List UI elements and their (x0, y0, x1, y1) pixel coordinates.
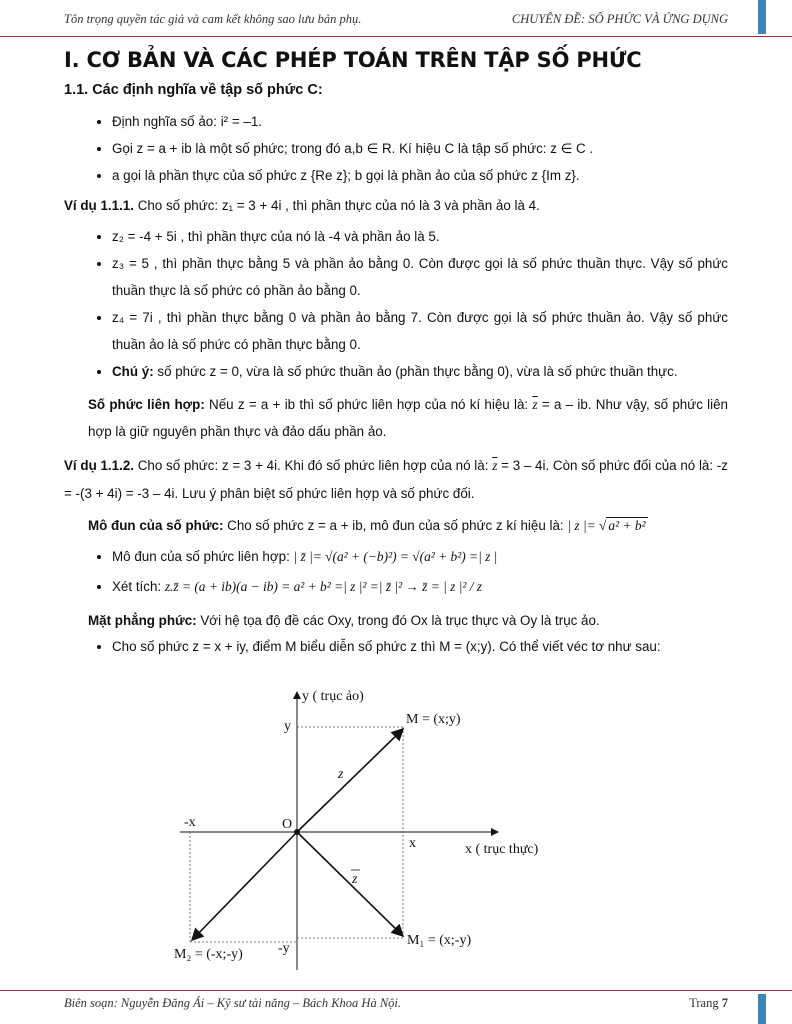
page-number-label: Trang (689, 996, 722, 1010)
header-side-tab (758, 0, 766, 34)
footer-rule (0, 990, 792, 991)
modulus-formula-radicand: a² + b² (608, 518, 646, 533)
vector-neg-z (192, 832, 297, 940)
page-number (689, 996, 728, 1011)
origin-point (294, 829, 300, 835)
footer-author: Biên soạn: Nguyễn Đăng Ái – Kỹ sư tài năng – Bách Khoa Hà Nội. (64, 996, 401, 1010)
neg-x-tick-label: -x (184, 815, 196, 830)
footer-side-tab (758, 994, 766, 1024)
vector-z-label: z (338, 767, 344, 782)
list-item: • z₂ = -4 + 5i , thì phần thực của nó là -4 và phần ảo là 5. (112, 223, 728, 250)
conjugate-paragraph (64, 391, 728, 445)
page-header (64, 12, 728, 32)
example-1-1-1 (64, 195, 728, 216)
modulus-formula-lhs: | z |= (567, 518, 600, 533)
list-item (112, 543, 728, 570)
example-label: Ví dụ 1.1.2. (64, 458, 134, 473)
point-m-label: M = (x;y) (406, 712, 461, 727)
example-text: Cho số phức: z₁ = 3 + 4i , thì phần thực của nó là 3 và phần ảo là 4. (133, 198, 540, 213)
conj-modulus-formula: | z̄ |= √(a² + (−b)²) = √(a² + b²) =| z | (293, 549, 498, 564)
point-m2-label: M₂ = (-x;-y) (174, 947, 243, 962)
modulus-paragraph: Mô đun của số phức: Cho số phức z = a + ib, mô đun của số phức z kí hiệu là: | z |= √ a² + b² (88, 518, 646, 533)
y-axis-label: y ( trục ảo) (302, 689, 364, 704)
modulus-label: Mô đun của số phức: (88, 518, 224, 533)
product-label: Xét tích: (112, 579, 165, 594)
y-tick-label: y (284, 719, 291, 734)
example-text-1: Cho số phức: z = 3 + 4i. Khi đó số phức liên hợp của nó là: (133, 458, 493, 473)
vector-zbar (297, 832, 403, 936)
neg-y-tick-label: -y (278, 941, 290, 956)
header-right-text: CHUYÊN ĐỀ: SỐ PHỨC VÀ ỨNG DỤNG (511, 12, 728, 26)
header-rule (0, 36, 792, 37)
list-item: • a gọi là phần thực của số phức z {Re z}; b gọi là phần ảo của số phức z {Im z}. (112, 162, 728, 189)
note-label: Chú ý: (112, 364, 154, 379)
product-formula: z.z̄ = (a + ib)(a − ib) = a² + b² =| z |² =| z̄ |² → z̄ = | z |² / z (164, 579, 483, 594)
origin-label: O (282, 817, 293, 832)
list-item: • Định nghĩa số ảo: i² = –1. (112, 108, 728, 135)
example-label: Ví dụ 1.1.1. (64, 198, 134, 213)
section-title: I. CƠ BẢN VÀ CÁC PHÉP TOÁN TRÊN TẬP SỐ PHỨC (64, 48, 642, 72)
definition-list (64, 108, 728, 189)
list-item: • Cho số phức z = x + iy, điểm M biểu diễn số phức z thì M = (x;y). Có thể viết véc tơ như sau: (112, 633, 728, 660)
note-text: số phức z = 0, vừa là số phức thuần ảo (phần thực bằng 0), vừa là số phức thuần thực. (153, 364, 678, 379)
plane-list (64, 633, 728, 660)
x-axis-label: x ( trục thực) (465, 842, 539, 857)
conjugate-label: Số phức liên hợp: (88, 397, 205, 412)
modulus-list (64, 543, 728, 604)
subsection-title: 1.1. Các định nghĩa về tập số phức C: (64, 82, 323, 98)
list-item (112, 358, 728, 385)
list-item (112, 570, 728, 604)
example-1-1-2 (64, 452, 728, 508)
conjugate-text-2: = a – ib. Như vậy, số phức liên hợp là giữ nguyên phần thực và đảo dấu phần ảo. (88, 397, 729, 439)
complex-plane-diagram (160, 680, 600, 980)
page-footer (64, 996, 728, 1016)
vector-z (297, 729, 403, 832)
point-m1-label: M₁ = (x;-y) (407, 933, 472, 948)
modulus-text: Cho số phức z = a + ib, mô đun của số phức z kí hiệu là: (223, 518, 568, 533)
example-text-2: = 3 – 4i. Còn số phức đối của nó là: -z = -(3 + 4i) = -3 – 4i. Lưu ý phân biệt số phức liên hợp và số phức đối. (64, 458, 728, 501)
conjugate-text-1: Nếu z = a + ib thì số phức liên hợp của nó kí hiệu là: (204, 397, 533, 412)
plane-text: Với hệ tọa độ đề các Oxy, trong đó Ox là trục thực và Oy là trục ảo. (196, 613, 600, 628)
example-list (64, 223, 728, 385)
list-item: • z₄ = 7i , thì phần thực bằng 0 và phần ảo bằng 7. Còn được gọi là số phức thuần ảo. Vậy số phức thuần ảo là số phức có phần thực bằng 0. (112, 304, 728, 358)
list-item: • Gọi z = a + ib là một số phức; trong đó a,b ∈ R. Kí hiệu C là tập số phức: z ∈ C . (112, 135, 728, 162)
vector-zbar-label: z (352, 872, 358, 887)
plane-paragraph (64, 610, 728, 631)
plane-label: Mặt phẳng phức: (88, 613, 197, 628)
x-tick-label: x (409, 836, 416, 851)
conj-modulus-label: Mô đun của số phức liên hợp: (112, 549, 294, 564)
page-number-value: 7 (721, 996, 728, 1010)
header-left-text: Tôn trọng quyền tác giả và cam kết không sao lưu bản phụ. (64, 12, 362, 26)
page-body (64, 44, 728, 666)
conjugate-symbol: $\overline{z}$ (492, 458, 498, 473)
conjugate-symbol: $\overline{z}$ (532, 397, 538, 412)
list-item: • z₃ = 5 , thì phần thực bằng 5 và phần ảo bằng 0. Còn được gọi là số phức thuần thực. Vậy số phức thuần thực là số phức có phần ảo bằng 0. (112, 250, 728, 304)
